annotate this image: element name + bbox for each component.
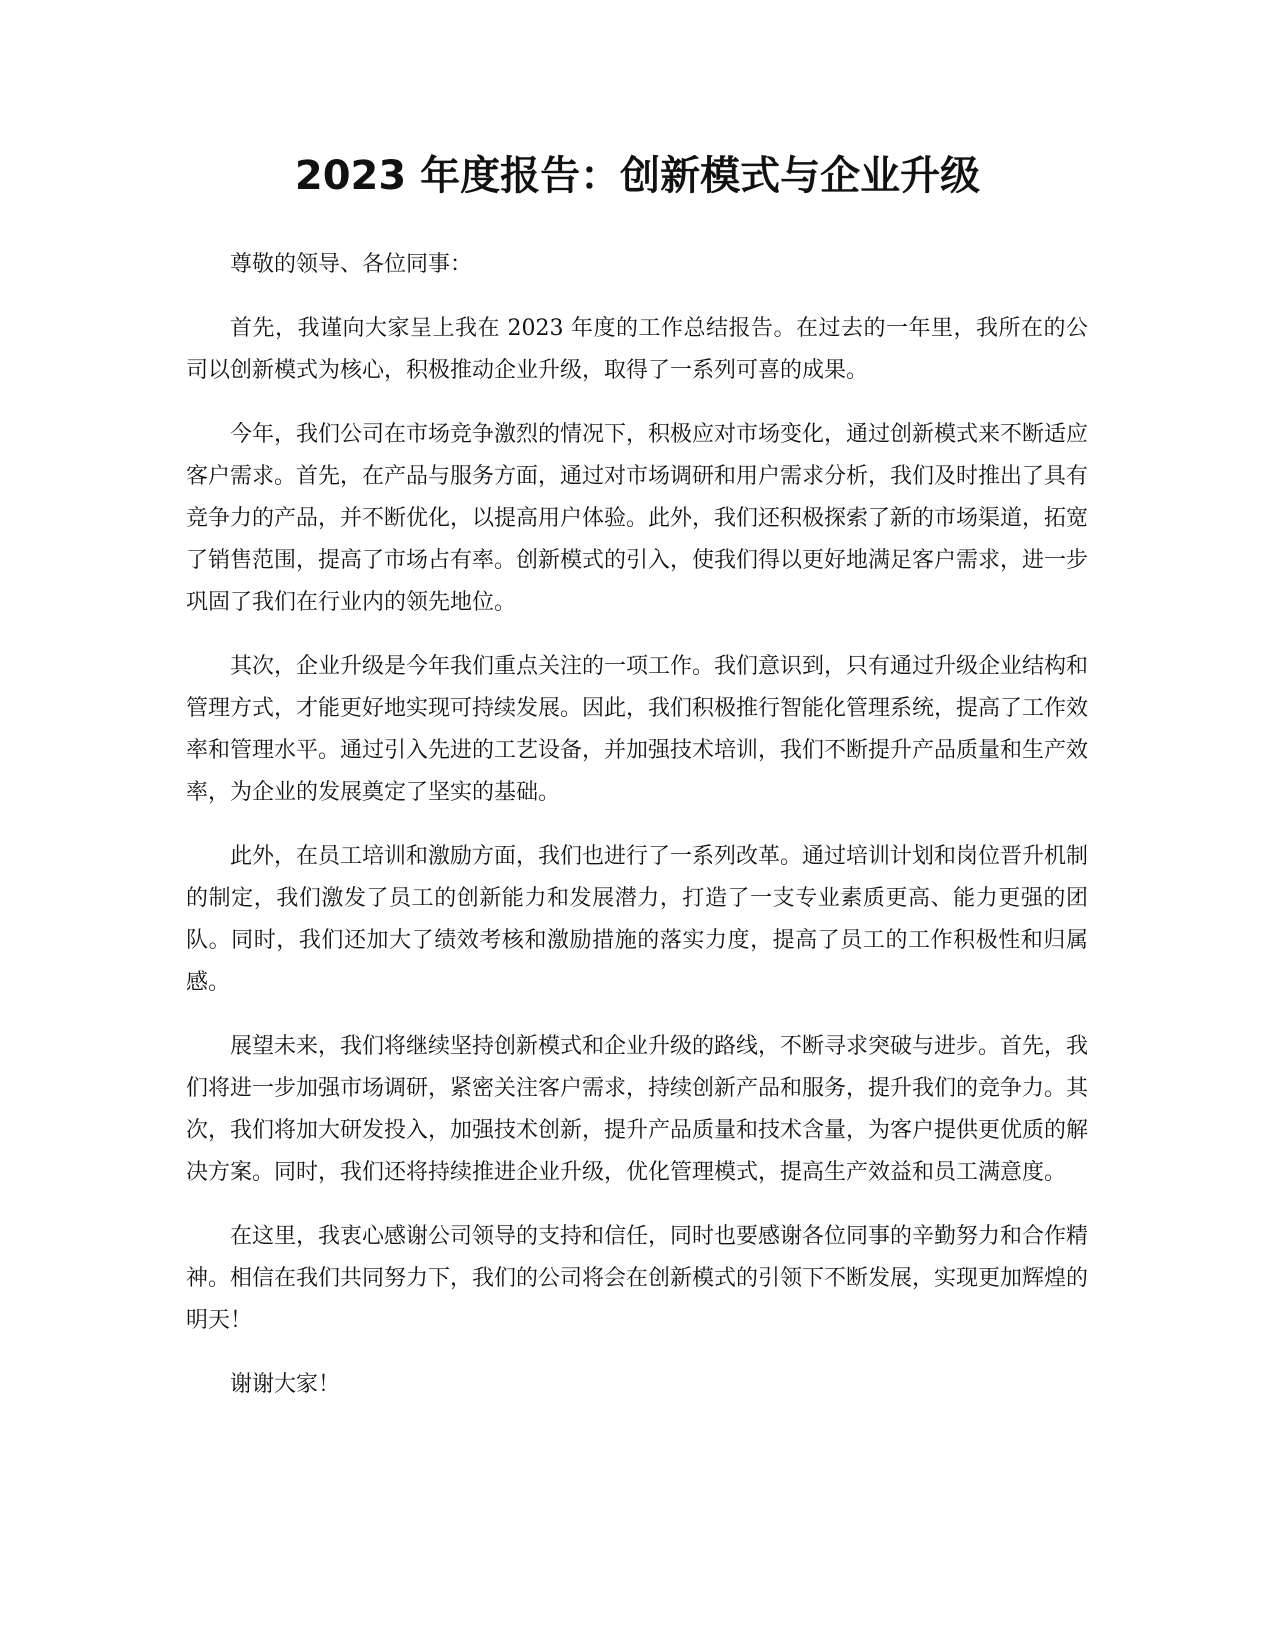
salutation: 尊敬的领导、各位同事： (230, 252, 473, 277)
paragraph-thanks: 在这里，我衷心感谢公司领导的支持和信任，同时也要感谢各位同事的辛勤努力和合作精神。相信在我们共同努力下，我们的公司将会在创新模式的引领下不断发展，实现更加辉煌的明天！ (186, 1224, 1089, 1333)
paragraph-innovation: 今年，我们公司在市场竞争激烈的情况下，积极应对市场变化，通过创新模式来不断适应客户需求。首先，在产品与服务方面，通过对市场调研和用户需求分析，我们及时推出了具有竞争力的产品，并不断优化，以提高用户体验。此外，我们还积极探索了新的市场渠道，拓宽了销售范围，提高了市场占有率。创新模式的引入，使我们得以更好地满足客户需求，进一步巩固了我们在行业内的领先地位。 (186, 422, 1089, 615)
paragraph-upgrade: 其次，企业升级是今年我们重点关注的一项工作。我们意识到，只有通过升级企业结构和管理方式，才能更好地实现可持续发展。因此，我们积极推行智能化管理系统，提高了工作效率和管理水平。通过引入先进的工艺设备，并加强技术培训，我们不断提升产品质量和生产效率，为企业的发展奠定了坚实的基础。 (186, 654, 1089, 805)
paragraph-intro: 首先，我谨向大家呈上我在 2023 年度的工作总结报告。在过去的一年里，我所在的公司以创新模式为核心，积极推动企业升级，取得了一系列可喜的成果。 (186, 316, 1088, 383)
paragraph-outlook: 展望未来，我们将继续坚持创新模式和企业升级的路线，不断寻求突破与进步。首先，我们将进一步加强市场调研，紧密关注客户需求，持续创新产品和服务，提升我们的竞争力。其次，我们将加大研发投入，加强技术创新，提升产品质量和技术含量，为客户提供更优质的解决方案。同时，我们还将持续推进企业升级，优化管理模式，提高生产效益和员工满意度。 (186, 1034, 1089, 1185)
paragraph-training: 此外，在员工培训和激励方面，我们也进行了一系列改革。通过培训计划和岗位晋升机制的制定，我们激发了员工的创新能力和发展潜力，打造了一支专业素质更高、能力更强的团队。同时，我们还加大了绩效考核和激励措施的落实力度，提高了员工的工作积极性和归属感。 (186, 844, 1089, 995)
document-title: 2023 年度报告：创新模式与企业升级 (294, 153, 981, 199)
closing: 谢谢大家！ (230, 1372, 341, 1397)
document-body (186, 244, 1088, 1428)
